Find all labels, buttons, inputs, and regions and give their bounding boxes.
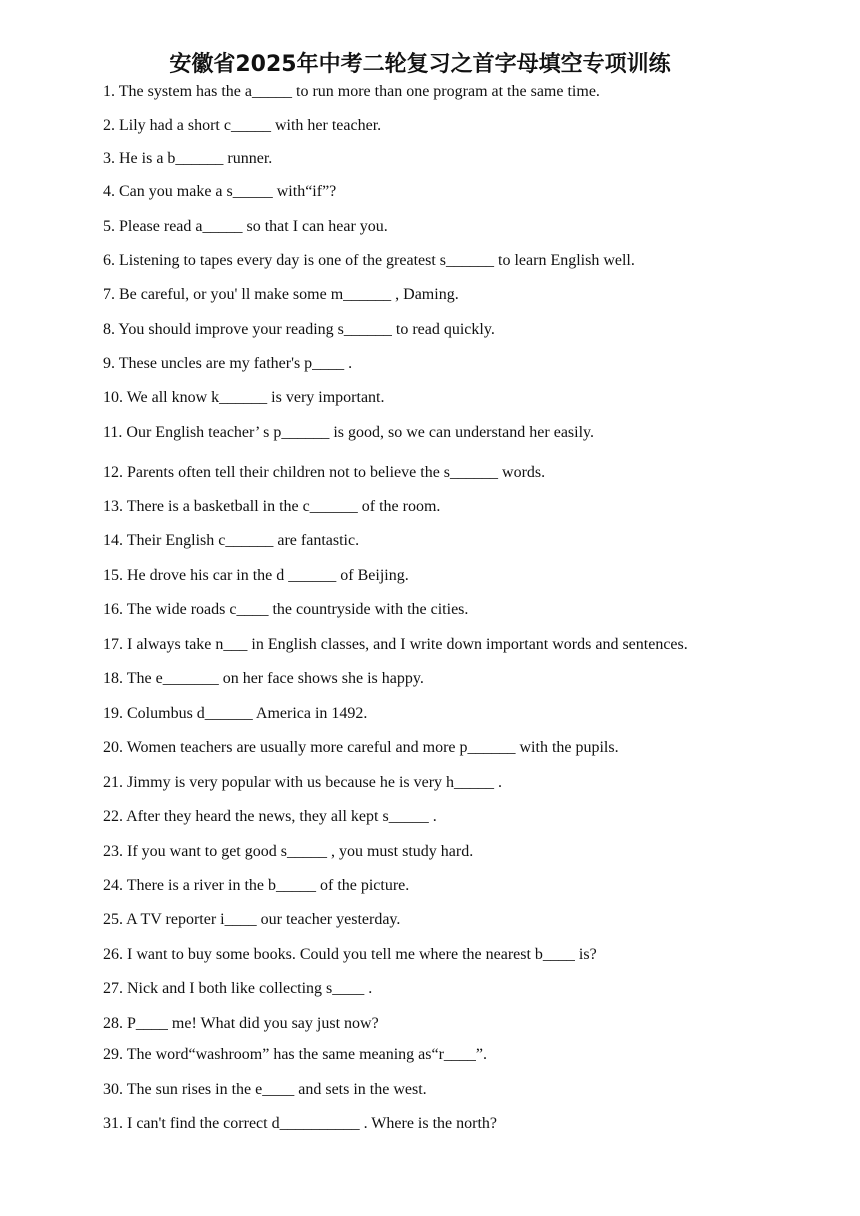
question-27: 27. Nick and I both like collecting s____ . (103, 980, 373, 997)
document-title: 安徽省2025年中考二轮复习之首字母填空专项训练 (169, 52, 671, 77)
question-30: 30. The sun rises in the e____ and sets in the west. (103, 1081, 427, 1098)
question-12: 12. Parents often tell their children not to believe the s______ words. (103, 464, 546, 481)
question-13: 13. There is a basketball in the c______ of the room. (103, 498, 441, 515)
question-14: 14. Their English c______ are fantastic. (103, 532, 360, 549)
question-4: 4. Can you make a s_____ with“if”? (103, 183, 337, 200)
question-31: 31. I can't find the correct d__________ . Where is the north? (103, 1115, 498, 1132)
question-1: 1. The system has the a_____ to run more than one program at the same time. (103, 83, 600, 100)
question-9: 9. These uncles are my father's p____ . (103, 355, 353, 372)
question-11: 11. Our English teacher’ s p______ is good, so we can understand her easily. (103, 424, 594, 441)
question-28: 28. P____ me! What did you say just now? (103, 1015, 379, 1032)
question-24: 24. There is a river in the b_____ of the picture. (103, 877, 410, 894)
question-25: 25. A TV reporter i____ our teacher yesterday. (103, 911, 401, 928)
question-17: 17. I always take n___ in English classes, and I write down important words and sentences. (103, 636, 688, 653)
question-16: 16. The wide roads c____ the countryside with the cities. (103, 601, 469, 618)
question-18: 18. The e_______ on her face shows she is happy. (103, 670, 424, 687)
question-21: 21. Jimmy is very popular with us because he is very h_____ . (103, 774, 503, 791)
question-29: 29. The word“washroom” has the same meaning as“r____”. (103, 1046, 488, 1063)
question-10: 10. We all know k______ is very important. (103, 389, 385, 406)
question-20: 20. Women teachers are usually more careful and more p______ with the pupils. (103, 739, 619, 756)
question-6: 6. Listening to tapes every day is one of the greatest s______ to learn English well. (103, 252, 635, 269)
question-23: 23. If you want to get good s_____ , you must study hard. (103, 843, 474, 860)
question-5: 5. Please read a_____ so that I can hear you. (103, 218, 388, 235)
question-22: 22. After they heard the news, they all kept s_____ . (103, 808, 437, 825)
question-8: 8. You should improve your reading s______ to read quickly. (103, 321, 495, 338)
question-26: 26. I want to buy some books. Could you tell me where the nearest b____ is? (103, 946, 597, 963)
question-15: 15. He drove his car in the d ______ of Beijing. (103, 567, 409, 584)
question-19: 19. Columbus d______ America in 1492. (103, 705, 368, 722)
question-7: 7. Be careful, or you' ll make some m______ , Daming. (103, 286, 459, 303)
question-3: 3. He is a b______ runner. (103, 150, 273, 167)
question-2: 2. Lily had a short c_____ with her teacher. (103, 117, 382, 134)
